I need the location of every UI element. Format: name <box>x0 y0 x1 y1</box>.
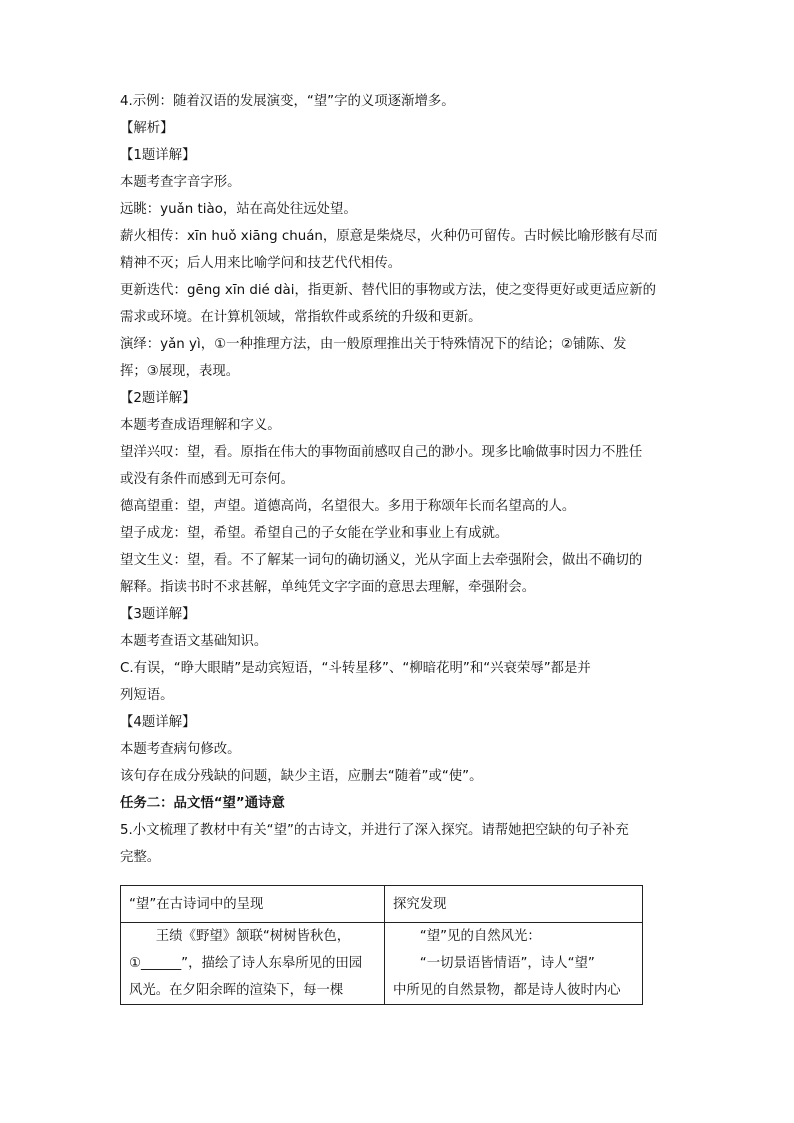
q2-item-wangyang-2: 或没有条件而感到无可奈何。 <box>120 472 295 487</box>
cell-line: 风光。在夕阳余晖的渲染下，每一棵 <box>129 983 344 998</box>
table-header-findings: 探究发现 <box>385 886 643 923</box>
q1-item-yanyi-1: 演绎：yǎn yì，①一种推理方法，由一般原理推出关于特殊情况下的结论；②铺陈、发 <box>120 337 627 352</box>
table-header-presentation: “望”在古诗词中的呈现 <box>121 886 385 923</box>
q4-topic: 本题考查病句修改。 <box>120 742 241 757</box>
q4-explanation: 该句存在成分残缺的问题，缺少主语，应删去“随着”或“使”。 <box>120 769 483 784</box>
q1-item-xinhuo-2: 精神不灭；后人用来比喻学问和技艺代代相传。 <box>120 256 402 271</box>
section-heading-task2: 任务二：品文悟“望”通诗意 <box>120 796 285 811</box>
cell-line: 王绩《野望》颔联“树树皆秋色， <box>155 929 351 944</box>
table-cell-findings <box>385 923 643 1005</box>
question-5-line1: 5.小文梳理了教材中有关“望”的古诗文，并进行了深入探究。请帮她把空缺的句子补充 <box>120 823 629 838</box>
q2-item-wangyang-1: 望洋兴叹：望，看。原指在伟大的事物面前感叹自己的渺小。现多比喻做事时因力不胜任 <box>120 445 643 460</box>
cell-line-blank: ①______”，描绘了诗人东皋所见的田园 <box>129 956 363 971</box>
q2-item-wangzi: 望子成龙：望，希望。希望自己的子女能在学业和事业上有成就。 <box>120 526 509 541</box>
analysis-heading: 【解析】 <box>120 121 174 136</box>
q2-item-wangwen-1: 望文生义：望，看。不了解某一词句的确切涵义，光从字面上去牵强附会，做出不确切的 <box>120 553 643 568</box>
q1-item-xinhuo-1: 薪火相传：xīn huǒ xiāng chuán，原意是柴烧尽，火种仍可留传。古时候比喻形骸有尽而 <box>120 229 658 244</box>
q3-heading: 【3题详解】 <box>120 607 196 622</box>
q2-item-wangwen-2: 解释。指读书时不求甚解，单纯凭文字字面的意思去理解，牵强附会。 <box>120 580 536 595</box>
answer-4: 4.示例：随着汉语的发展演变，“望”字的义项逐渐增多。 <box>120 94 455 109</box>
q4-heading: 【4题详解】 <box>120 715 196 730</box>
cell-line: “望”见的自然风光： <box>419 929 541 944</box>
q1-item-yuantiao: 远眺：yuǎn tiào，站在高处往远处望。 <box>120 202 357 217</box>
document-body <box>120 88 680 871</box>
cell-line: 中所见的自然景物，都是诗人彼时内心 <box>393 983 621 998</box>
q2-item-degao: 德高望重：望，声望。道德高尚，名望很大。多用于称颂年长而名望高的人。 <box>120 499 576 514</box>
q2-topic: 本题考查成语理解和字义。 <box>120 418 281 433</box>
exploration-table <box>120 885 643 1005</box>
q1-item-gengxin-1: 更新迭代：gēng xīn dié dài，指更新、替代旧的事物或方法，使之变得更好或更适应新的 <box>120 283 657 298</box>
q3-topic: 本题考查语文基础知识。 <box>120 634 268 649</box>
q1-topic: 本题考查字音字形。 <box>120 175 241 190</box>
q1-item-yanyi-2: 挥；③展现，表现。 <box>120 364 240 379</box>
q3-option-c-1: C.有误，“睁大眼睛”是动宾短语，“斗转星移”、“柳暗花明”和“兴衰荣辱”都是并 <box>120 661 591 676</box>
q3-option-c-2: 列短语。 <box>120 688 174 703</box>
table-cell-presentation <box>121 923 385 1005</box>
table-header-row <box>121 886 643 923</box>
table-row <box>121 923 643 1005</box>
question-5-line2: 完整。 <box>120 850 161 865</box>
q2-heading: 【2题详解】 <box>120 391 196 406</box>
cell-line: “一切景语皆情语”，诗人“望” <box>419 956 595 971</box>
q1-heading: 【1题详解】 <box>120 148 196 163</box>
q1-item-gengxin-2: 需求或环境。在计算机领域，常指软件或系统的升级和更新。 <box>120 310 482 325</box>
